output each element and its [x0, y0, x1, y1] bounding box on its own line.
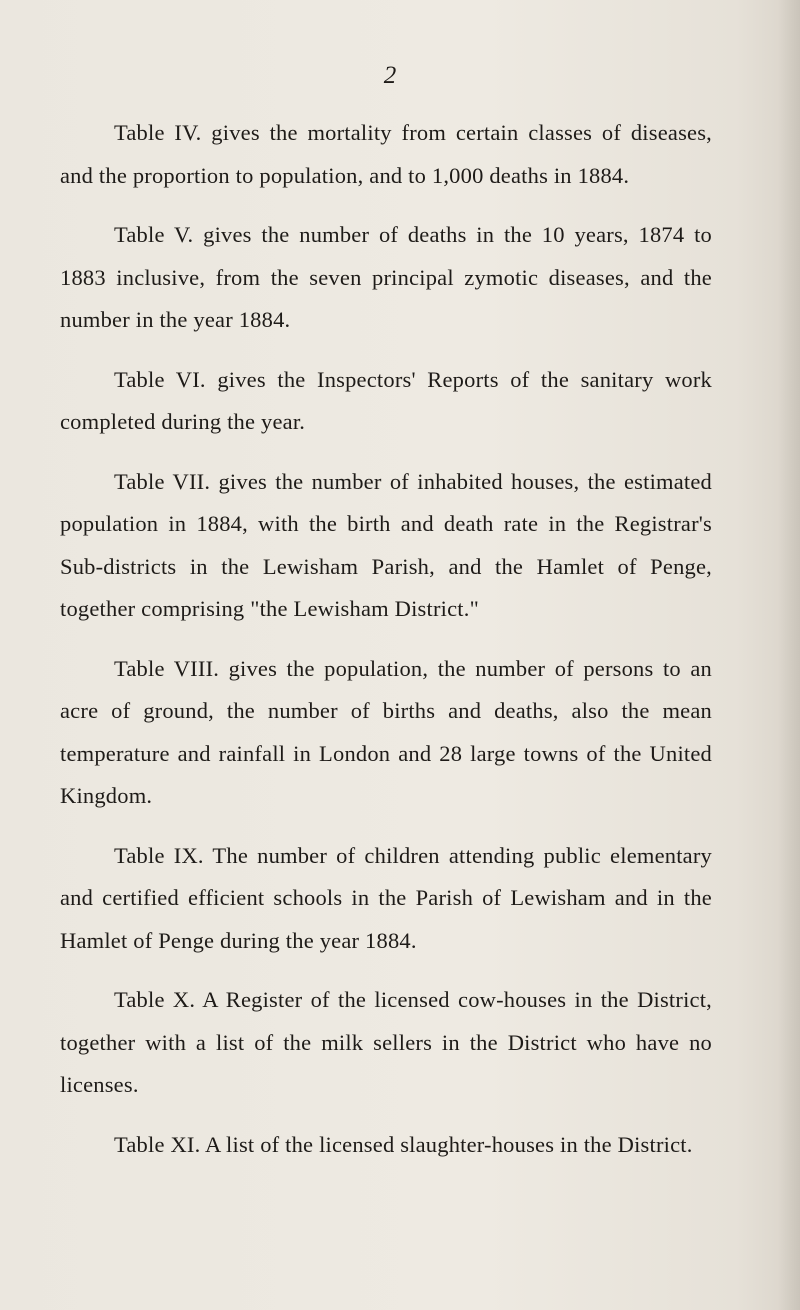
paragraph-table-ix: Table IX. The number of children attending public elementary and certified efficient schools in the Parish of Lewisham and in the Hamlet of Penge during the year 1884.	[60, 842, 712, 953]
paragraph-table-vi: Table VI. gives the Inspectors' Reports of the sanitary work completed during the year.	[60, 366, 712, 434]
paragraph-table-viii: Table VIII. gives the population, the number of persons to an acre of ground, the number of births and deaths, also the mean temperature and rainfall in London and 28 large towns of the United Kingdom.	[60, 655, 712, 808]
page-edge-shadow	[778, 0, 800, 1310]
paragraph-table-iv: Table IV. gives the mortality from certain classes of diseases, and the proportion to population, and to 1,000 deaths in 1884.	[60, 120, 712, 188]
body-text	[60, 112, 712, 1183]
paragraph-table-x: Table X. A Register of the licensed cow-houses in the District, together with a list of the milk sellers in the District who have no licenses.	[60, 987, 712, 1097]
page-number: 2	[383, 62, 397, 89]
paragraph-table-v: Table V. gives the number of deaths in the 10 years, 1874 to 1883 inclusive, from the seven principal zymotic diseases, and the number in the year 1884.	[60, 222, 712, 332]
paragraph-table-xi: Table XI. A list of the licensed slaughter-houses in the District.	[114, 1131, 693, 1157]
paragraph-table-vii: Table VII. gives the number of inhabited houses, the estimated population in 1884, with the birth and death rate in the Registrar's Sub-districts in the Lewisham Parish, and the Hamlet of Penge, together comprising "the Lewisham District."	[60, 468, 712, 621]
